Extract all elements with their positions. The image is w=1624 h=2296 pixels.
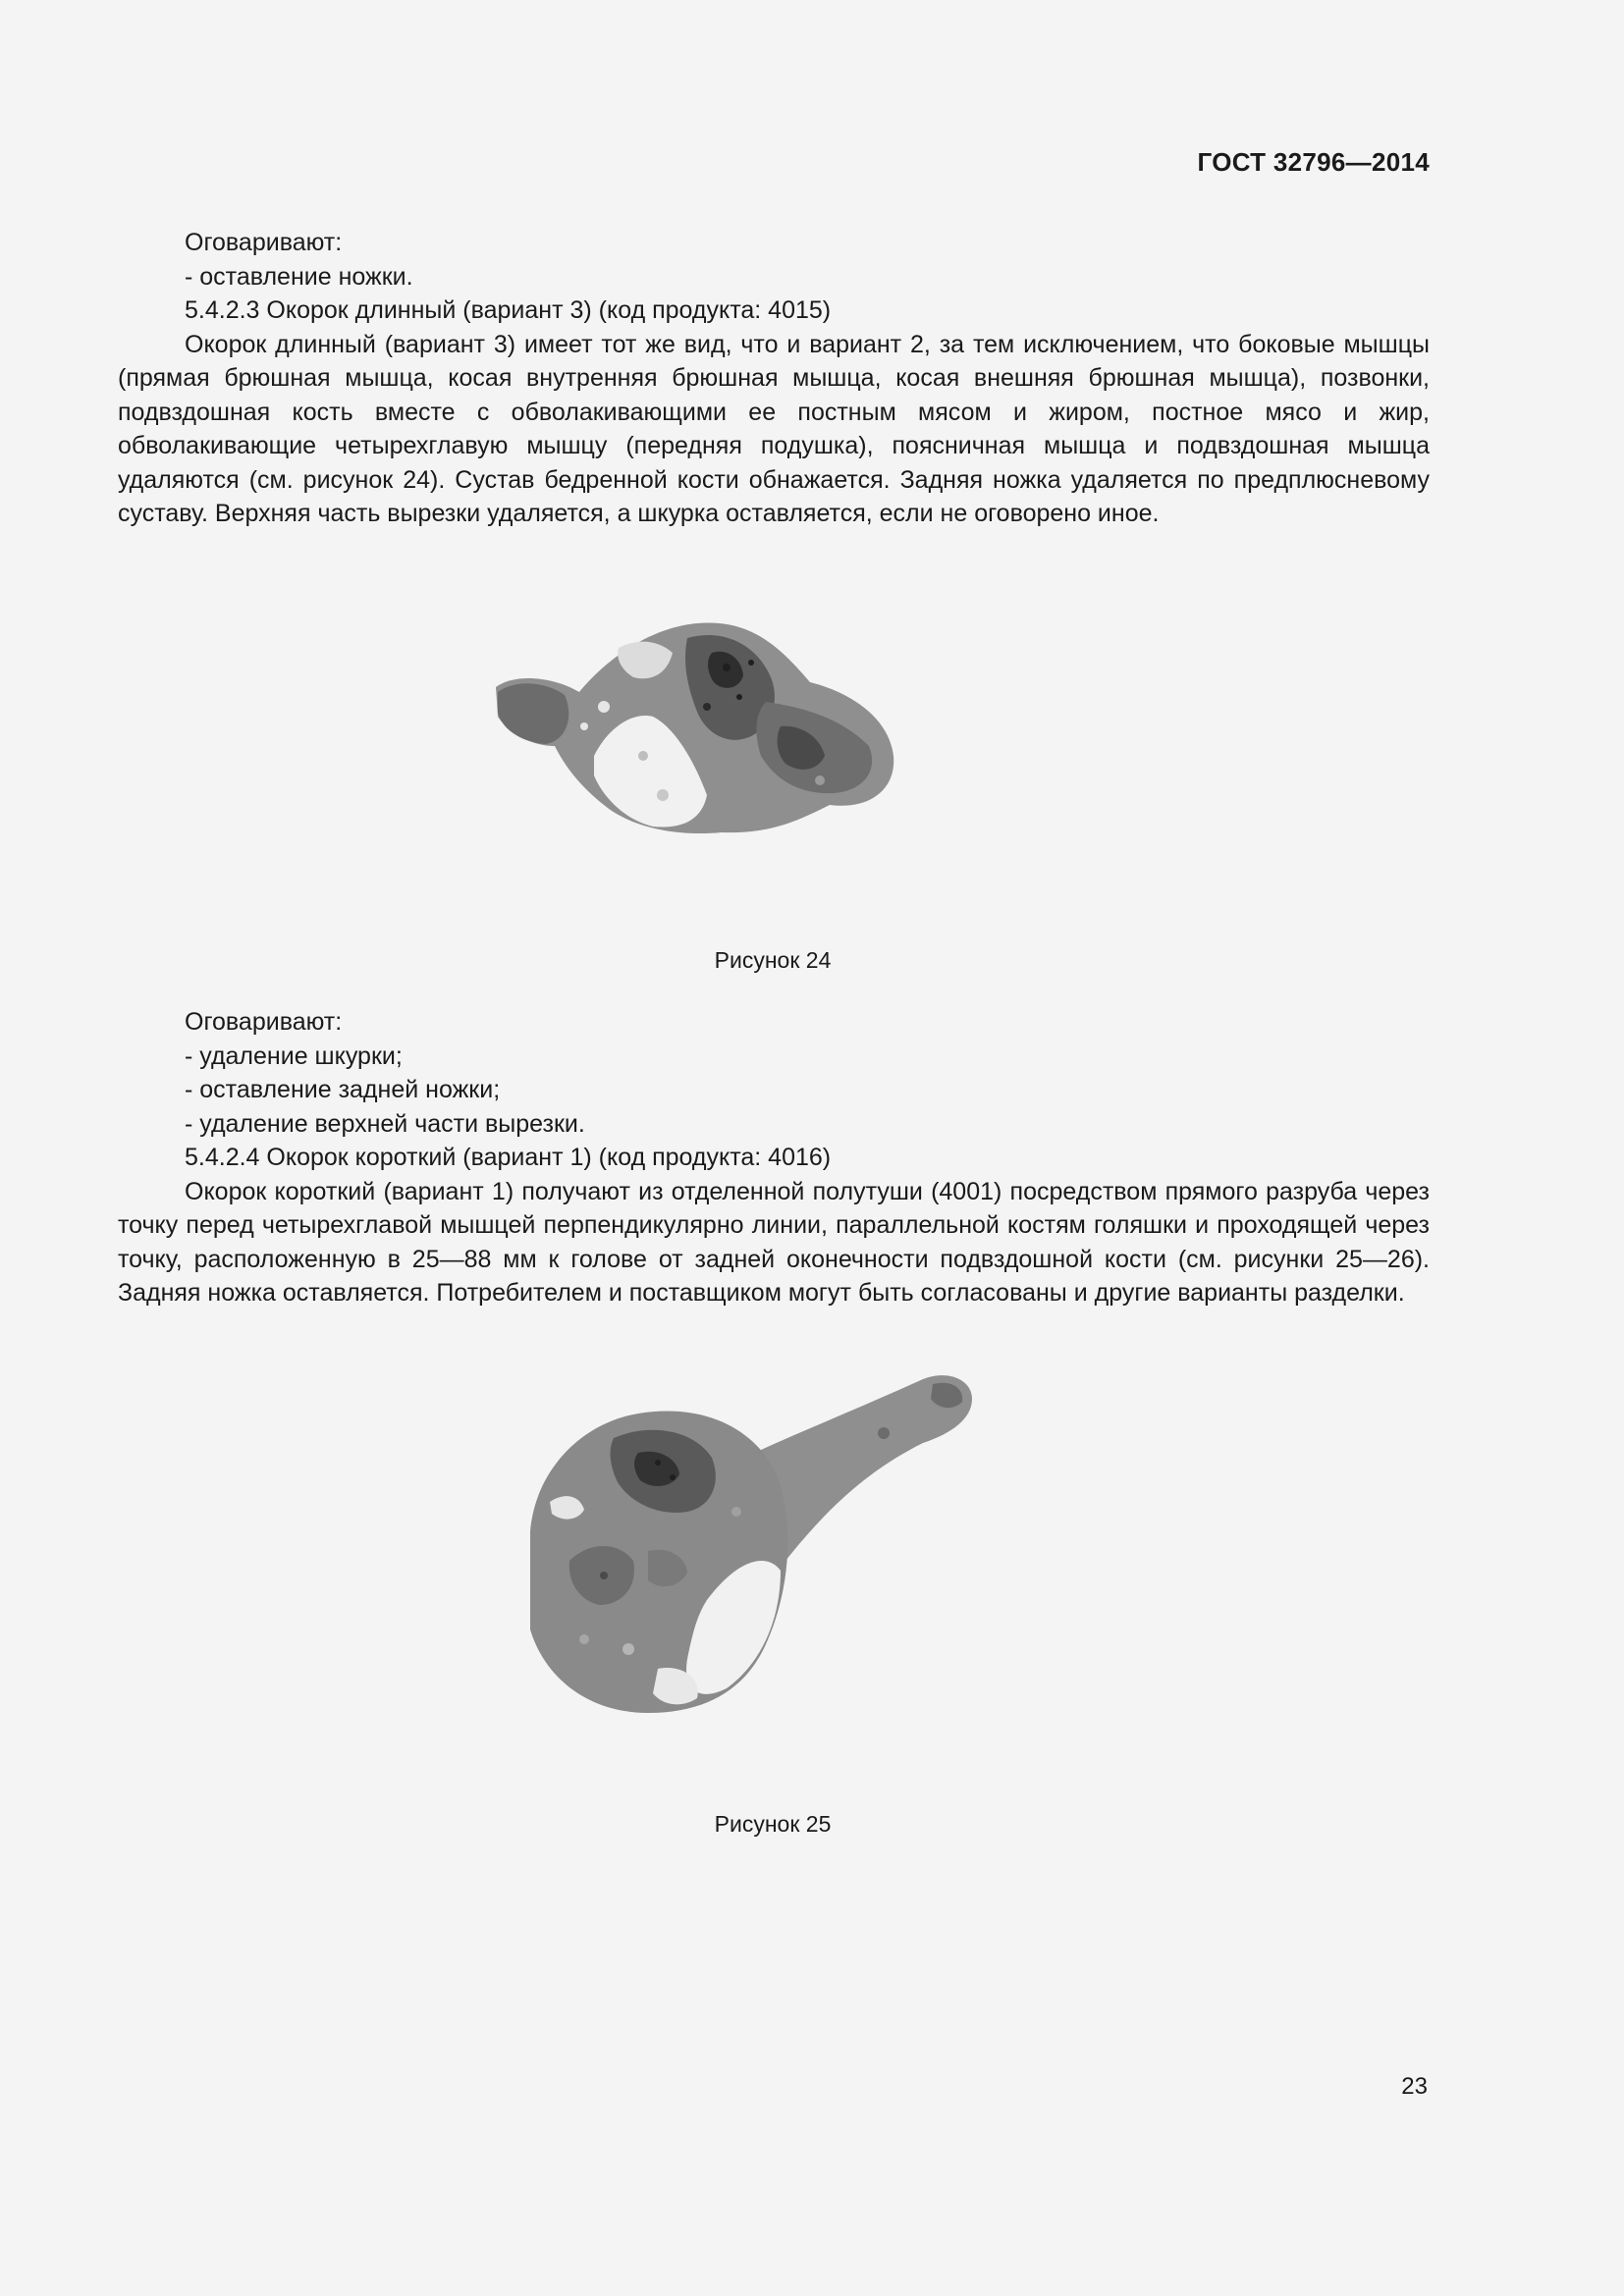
ham-short-photo bbox=[511, 1364, 1041, 1777]
figure-24 bbox=[0, 609, 1624, 1001]
figure-25-caption: Рисунок 25 bbox=[714, 1811, 832, 1837]
stipulation-heading: Оговаривают: bbox=[185, 229, 343, 256]
figure-25 bbox=[0, 1364, 1624, 1855]
list-item: - удаление верхней части вырезки. bbox=[185, 1109, 585, 1138]
list-item: - оставление ножки. bbox=[185, 262, 413, 291]
body-paragraph: Окорок длинный (вариант 3) имеет тот же вид, что и вариант 2, за тем исключением, что боковые мышцы (прямая брюшная мышца, косая внутренняя брюшная мышца, косая внешняя брюшная мышца), позвонки, подвздошная кость вместе с обволакивающими ее постным мясом и жиром, постное мясо и жир, обволакивающие четырехглавую мышцу (передняя подушка), поясничная мышца и подвздошная мышца удаляются (см. рисунок 24). Сустав бедренной кости обнажается. Задняя ножка удаляется по предплюсневому суставу. Верхняя часть вырезки удаляется, а шкурка оставляется, если не оговорено иное. bbox=[118, 330, 1430, 527]
section-5-4-2-4 bbox=[118, 1005, 1430, 1310]
subsection-title: 5.4.2.4 Окорок короткий (вариант 1) (код продукта: 4016) bbox=[185, 1144, 832, 1171]
body-paragraph: Окорок короткий (вариант 1) получают из отделенной полутуши (4001) посредством прямого разруба через точку перед четырехглавой мышцей перпендикулярно линии, параллельной костям голяшки и проходящей через точку, расположенную в 25—88 мм к голове от задней оконечности подвздошной кости (см. рисунки 25—26). Задняя ножка оставляется. Потребителем и поставщиком могут быть согласованы и другие варианты разделки. bbox=[118, 1177, 1430, 1307]
section-5-4-2-3 bbox=[118, 226, 1430, 531]
subsection-title: 5.4.2.3 Окорок длинный (вариант 3) (код продукта: 4015) bbox=[185, 296, 832, 324]
figure-24-caption: Рисунок 24 bbox=[714, 947, 832, 973]
list-item: - удаление шкурки; bbox=[185, 1041, 403, 1070]
ham-long-photo bbox=[486, 609, 898, 903]
page-number: 23 bbox=[1401, 2073, 1428, 2100]
list-item: - оставление задней ножки; bbox=[185, 1076, 501, 1103]
standard-code: ГОСТ 32796—2014 bbox=[1197, 147, 1430, 177]
stipulation-heading: Оговаривают: bbox=[185, 1008, 343, 1036]
